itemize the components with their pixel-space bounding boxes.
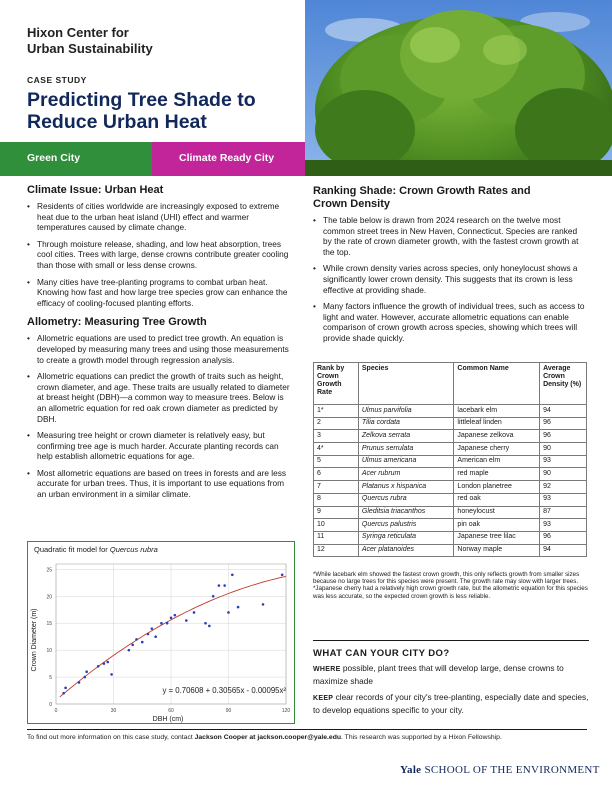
city-where-label: WHERE [313, 666, 341, 673]
ranking-bullet: • Many factors influence the growth of individual trees, such as access to light and water. However, accurate allometric equations can enable comparison of crown growth across species, showing which trees will provide shade quickly. [313, 301, 588, 343]
chart-title-species: Quercus rubra [109, 545, 158, 554]
species-cell: Acer rubrum [358, 468, 454, 481]
data-point [62, 692, 65, 695]
species-cell: Acer platanoides [358, 544, 454, 557]
right-column [313, 185, 588, 350]
species-cell: Zelkova serrata [358, 430, 454, 443]
density-cell: 96 [540, 531, 587, 544]
left-column [27, 184, 295, 506]
data-point [135, 638, 138, 641]
x-tick-label: 60 [168, 708, 174, 714]
contact-email-link[interactable]: Jackson Cooper at jackson.cooper@yale.edu [194, 734, 342, 741]
data-point [64, 687, 67, 690]
data-point [131, 643, 134, 646]
density-cell: 87 [540, 506, 587, 519]
species-cell: Gleditsia triacanthos [358, 506, 454, 519]
climate-bullet: • Residents of cities worldwide are increasingly exposed to extreme heat due to the urban heat island (UHI) effect and warmer temperatures caused by climate change. [27, 201, 295, 233]
chart-plot [28, 556, 294, 724]
allometry-bullet: • Allometric equations can predict the growth of traits such as height, crown diameter, and age. These traits are usually related to diameter at breast height (DBH)—a common way to measure trees. Below is an allometric equation for red oak crown diameter as predicted by DBH. [27, 371, 295, 424]
allometry-bullet: • Measuring tree height or crown diameter is relatively easy, but confirming tree age is much harder. Accurate planting records can help establish allometric equations for age. [27, 430, 295, 462]
chart-title [34, 545, 158, 554]
data-point [227, 611, 230, 614]
data-point [154, 635, 157, 638]
tree-photo [305, 0, 612, 176]
rank-cell: 4* [314, 443, 359, 456]
x-tick-label: 120 [281, 708, 291, 714]
climate-bullet: • Many cities have tree-planting programs to combat urban heat. Knowing how fast and how large tree species grow can enhance the efficacy of cooling-focused planting efforts. [27, 277, 295, 309]
chart-points [62, 573, 283, 694]
contact-before: To find out more information on this case study, contact [27, 734, 193, 741]
chart-y-label: Crown Diameter (m) [31, 608, 38, 672]
data-point [174, 614, 177, 617]
data-point [141, 641, 144, 644]
density-cell: 93 [540, 519, 587, 532]
data-point [193, 611, 196, 614]
org-name-line2: Urban Sustainability [27, 41, 153, 56]
rank-cell: 11 [314, 531, 359, 544]
y-tick-label: 15 [46, 621, 52, 628]
data-point [160, 622, 163, 625]
table-body [314, 405, 587, 557]
table-row [314, 455, 587, 468]
density-cell: 96 [540, 417, 587, 430]
rank-cell: 6 [314, 468, 359, 481]
y-tick-label: 25 [46, 567, 52, 574]
table-row [314, 506, 587, 519]
city-keep-text: clear records of your city's tree-planting, especially date and species, to develop equations specific to your city. [313, 692, 589, 715]
data-point [237, 606, 240, 609]
density-cell: 93 [540, 455, 587, 468]
table-header-common: Common Name [454, 363, 540, 405]
climate-heading: Climate Issue: Urban Heat [27, 184, 164, 196]
table-row [314, 405, 587, 418]
species-cell: Prunus serrulata [358, 443, 454, 456]
species-cell: Ulmus parvifolia [358, 405, 454, 418]
page-title [27, 89, 297, 133]
table-row [314, 430, 587, 443]
data-point [262, 603, 265, 606]
table-footnote: *While lacebark elm showed the fastest crown growth, this only reflects growth from smaller sizes because no large trees for this species were present. The growth rate may slow with larger trees. *Japanese cherry had a relatively high crown growth rate, but the allometric equation for this species was less accurate, so the expected crown growth is less reliable. [313, 571, 588, 600]
table-row [314, 544, 587, 557]
data-point [281, 573, 284, 576]
species-cell: Ulmus americana [358, 455, 454, 468]
chart-title-prefix: Quadratic fit model for [34, 545, 108, 554]
data-point [78, 681, 81, 684]
org-name [27, 25, 227, 57]
rank-cell: 5 [314, 455, 359, 468]
density-cell: 93 [540, 493, 587, 506]
contact-line [27, 734, 587, 742]
ranking-heading [313, 185, 588, 211]
table-row [314, 417, 587, 430]
climate-list [27, 201, 295, 308]
common-name-cell: lacebark elm [454, 405, 540, 418]
allometry-bullet: • Most allometric equations are based on trees in forests and are less accurate for urban trees. Thus, it is important to use equations from an urban environment in a similar climate. [27, 468, 295, 500]
table-row [314, 493, 587, 506]
table-row [314, 531, 587, 544]
density-cell: 90 [540, 468, 587, 481]
rank-cell: 2 [314, 417, 359, 430]
table-row [314, 481, 587, 494]
data-point [110, 673, 113, 676]
table-header-row [314, 363, 587, 405]
data-point [151, 627, 154, 630]
common-name-cell: honeylocust [454, 506, 540, 519]
tree-photo-illustration [305, 0, 612, 176]
chart-grid [56, 564, 286, 704]
common-name-cell: Japanese zelkova [454, 430, 540, 443]
fit-curve [60, 576, 286, 697]
ranking-heading-line1: Ranking Shade: Crown Growth Rates and [313, 185, 531, 197]
chart-x-ticks [55, 708, 291, 714]
y-tick-label: 20 [46, 594, 52, 601]
x-tick-label: 30 [110, 708, 117, 714]
rank-cell: 10 [314, 519, 359, 532]
common-name-cell: Norway maple [454, 544, 540, 557]
y-tick-label: 0 [49, 702, 52, 708]
data-point [185, 619, 188, 622]
contact-after: . This research was supported by a Hixon Fellowship. [341, 734, 502, 741]
ranking-table [313, 362, 587, 557]
common-name-cell: American elm [454, 455, 540, 468]
table-header-rank: Rank by Crown Growth Rate [314, 363, 359, 405]
city-heading: WHAT CAN YOUR CITY DO? [313, 640, 589, 659]
org-name-line1: Hixon Center for [27, 25, 129, 40]
page-title-line2: Reduce Urban Heat [27, 111, 207, 133]
table-row [314, 468, 587, 481]
city-keep-label: KEEP [313, 695, 334, 702]
climate-bullet: • Through moisture release, shading, and low heat absorption, trees cool cities. Trees with large, dense crowns contribute greater cooling than those with small or less dense crowns. [27, 239, 295, 271]
data-point [204, 622, 207, 625]
density-cell: 92 [540, 481, 587, 494]
y-tick-label: 5 [49, 675, 52, 682]
species-cell: Quercus palustris [358, 519, 454, 532]
table-header-species: Species [358, 363, 454, 405]
page-title-line1: Predicting Tree Shade to [27, 89, 256, 111]
data-point [128, 649, 131, 652]
data-point [218, 584, 221, 587]
ranking-bullet: • While crown density varies across species, only honeylocust shows a significantly lower crown density. This suggests that its crown is less effective at providing shade. [313, 263, 588, 295]
data-point [170, 617, 173, 620]
data-point [97, 665, 100, 668]
data-point [223, 584, 226, 587]
chart-y-ticks [46, 567, 52, 708]
data-point [231, 573, 234, 576]
common-name-cell: pin oak [454, 519, 540, 532]
x-tick-label: 0 [54, 708, 58, 714]
data-point [85, 670, 88, 673]
allometry-list [27, 333, 295, 499]
data-point [166, 622, 169, 625]
data-point [106, 661, 109, 664]
table-row [314, 443, 587, 456]
data-point [208, 625, 211, 628]
scatter-chart [27, 541, 295, 724]
chart-x-label: DBH (cm) [152, 716, 184, 723]
density-cell: 90 [540, 443, 587, 456]
footer-divider [27, 729, 587, 730]
density-cell: 96 [540, 430, 587, 443]
rank-cell: 8 [314, 493, 359, 506]
data-point [212, 595, 215, 598]
common-name-cell: red oak [454, 493, 540, 506]
y-tick-label: 10 [46, 648, 52, 655]
green-city-tag: Green City [0, 142, 152, 176]
chart-equation: y = 0.70608 + 0.30565x - 0.00095x² [162, 686, 286, 695]
allometry-heading: Allometry: Measuring Tree Growth [27, 316, 207, 329]
common-name-cell: red maple [454, 468, 540, 481]
city-keep [313, 692, 589, 715]
case-study-label: CASE STUDY [27, 75, 87, 85]
data-point [103, 662, 106, 665]
common-name-cell: Japanese tree lilac [454, 531, 540, 544]
density-cell: 94 [540, 544, 587, 557]
x-tick-label: 90 [225, 708, 232, 714]
species-cell: Syringa reticulata [358, 531, 454, 544]
ranking-list [313, 215, 588, 344]
species-cell: Quercus rubra [358, 493, 454, 506]
climate-ready-city-tag: Climate Ready City [152, 142, 305, 176]
table-row [314, 519, 587, 532]
rank-cell: 1* [314, 405, 359, 418]
data-point [147, 633, 150, 636]
rank-cell: 7 [314, 481, 359, 494]
data-point [83, 676, 86, 679]
city-where-text: possible, plant trees that will develop large, dense crowns to maximize shade [313, 663, 564, 686]
species-cell: Tilia cordata [358, 417, 454, 430]
yale-logo-rest: SCHOOL OF THE ENVIRONMENT [424, 764, 600, 776]
common-name-cell: London planetree [454, 481, 540, 494]
rank-cell: 3 [314, 430, 359, 443]
density-cell: 94 [540, 405, 587, 418]
allometry-bullet: • Allometric equations are used to predict tree growth. An equation is developed by measuring many trees and using those measurements to create a growth model through regression analysis. [27, 333, 295, 365]
ranking-bullet: • The table below is drawn from 2024 research on the twelve most common street trees in New Haven, Connecticut. Species are ranked by the rate of crown diameter growth, with the fastest crown growth at the top. [313, 215, 588, 257]
rank-cell: 9 [314, 506, 359, 519]
common-name-cell: Japanese cherry [454, 443, 540, 456]
yale-logo [400, 764, 600, 776]
table-header-density: Average Crown Density (%) [540, 363, 587, 405]
rank-cell: 12 [314, 544, 359, 557]
ranking-heading-line2: Crown Density [313, 198, 391, 210]
city-where [313, 663, 589, 686]
common-name-cell: littleleaf linden [454, 417, 540, 430]
yale-logo-bold: Yale [400, 764, 422, 776]
species-cell: Platanus x hispanica [358, 481, 454, 494]
